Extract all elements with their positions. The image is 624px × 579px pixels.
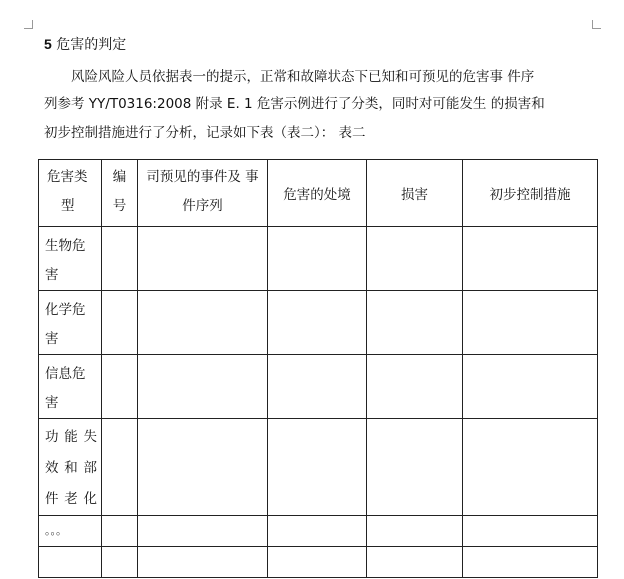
row-cell (463, 355, 598, 419)
row-cell (138, 419, 268, 516)
row-category: 生物危 害 (39, 227, 102, 291)
row-category: 。。。 (39, 516, 102, 547)
row-cell (367, 547, 463, 578)
page-corner-mark-right (592, 20, 601, 29)
row-cell (268, 419, 367, 516)
header-number: 编 号 (102, 160, 138, 227)
section-title: 危害的判定 (56, 37, 127, 53)
row-cell (268, 547, 367, 578)
table-row (39, 419, 598, 516)
row-category (39, 547, 102, 578)
row-cell (102, 516, 138, 547)
row-cell (102, 419, 138, 516)
row-cell (102, 547, 138, 578)
row-cell (268, 227, 367, 291)
row-cell (463, 547, 598, 578)
row-cell (268, 516, 367, 547)
hazard-table (38, 159, 598, 578)
row-cell (367, 355, 463, 419)
row-cell (102, 355, 138, 419)
row-cell (268, 355, 367, 419)
row-cell (102, 227, 138, 291)
table-row (39, 291, 598, 355)
row-cell (463, 227, 598, 291)
row-cell (102, 291, 138, 355)
paragraph-line-2: 列参考 YY/T0316:2008 附录 E. 1 危害示例进行了分类，同时对可能发生 的损害和 (44, 96, 545, 112)
table-row (39, 516, 598, 547)
header-category: 危害类 型 (39, 160, 102, 227)
table-row (39, 355, 598, 419)
header-situation: 危害的处境 (268, 160, 367, 227)
row-cell (138, 227, 268, 291)
section-number: 5 (44, 36, 52, 52)
row-cell (367, 516, 463, 547)
table-row (39, 227, 598, 291)
header-harm: 损害 (367, 160, 463, 227)
row-category: 信息危 害 (39, 355, 102, 419)
table-header-row (39, 160, 598, 227)
header-control: 初步控制措施 (463, 160, 598, 227)
paragraph-line-3: 初步控制措施进行了分析，记录如下表（表二）： 表二 (44, 125, 366, 141)
section-heading (44, 34, 126, 54)
row-cell (463, 291, 598, 355)
row-cell (138, 291, 268, 355)
page-corner-mark-left (24, 20, 33, 29)
row-category: 化学危 害 (39, 291, 102, 355)
row-cell (268, 291, 367, 355)
row-cell (138, 516, 268, 547)
paragraph-line-1: 风险风险人员依据表一的提示，正常和故障状态下已知和可预见的危害事 件序 (71, 69, 535, 85)
row-cell (138, 547, 268, 578)
row-cell (463, 419, 598, 516)
row-cell (367, 419, 463, 516)
table-row (39, 547, 598, 578)
row-cell (463, 516, 598, 547)
row-cell (138, 355, 268, 419)
header-events: 司预见的事件及 事 件序列 (138, 160, 268, 227)
row-category: 功能失 效和部 件老化 (39, 419, 102, 516)
row-cell (367, 291, 463, 355)
row-cell (367, 227, 463, 291)
